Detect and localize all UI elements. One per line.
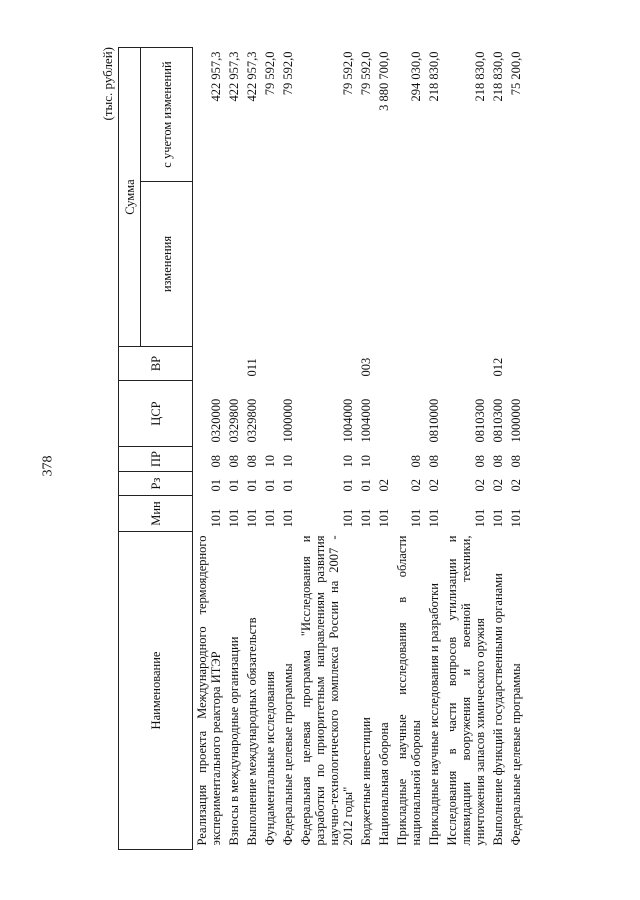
row-total: 422 957,3 bbox=[209, 51, 223, 102]
page-number: 378 bbox=[40, 455, 56, 477]
row-change bbox=[357, 182, 375, 347]
row-rz: 01 bbox=[227, 479, 241, 492]
row-csr: 1000000 bbox=[281, 398, 295, 443]
row-rz: 01 bbox=[341, 479, 355, 492]
row-csr: 0810300 bbox=[491, 398, 505, 443]
row-pr bbox=[375, 447, 393, 472]
row-change bbox=[425, 182, 443, 347]
row-vr bbox=[193, 347, 226, 381]
row-total: 79 592,0 bbox=[281, 51, 295, 96]
row-total: 79 592,0 bbox=[359, 51, 373, 96]
row-vr: 012 bbox=[491, 357, 505, 377]
table-row bbox=[193, 48, 226, 850]
row-name: Выполнение международных обязательств bbox=[245, 617, 259, 846]
row-name: Выполнение функций государственными органами bbox=[491, 573, 505, 846]
header-sum: Сумма bbox=[119, 48, 141, 347]
row-rz: 01 bbox=[263, 479, 277, 492]
row-change bbox=[279, 182, 297, 347]
table-row bbox=[489, 48, 507, 850]
table-row bbox=[243, 48, 261, 850]
row-rz: 02 bbox=[491, 479, 505, 492]
row-min: 101 bbox=[409, 508, 423, 528]
header-vr: ВР bbox=[119, 347, 193, 381]
row-vr bbox=[375, 347, 393, 381]
header-change: изменения bbox=[141, 182, 193, 347]
row-csr: 1004000 bbox=[341, 398, 355, 443]
header-min: Мин bbox=[119, 496, 193, 532]
row-total: 79 592,0 bbox=[341, 51, 355, 96]
row-pr: 08 bbox=[427, 455, 441, 468]
row-pr: 08 bbox=[509, 455, 523, 468]
row-total: 422 957,3 bbox=[227, 51, 241, 102]
row-total: 218 830,0 bbox=[473, 51, 487, 102]
units-label: (тыс. рублей) bbox=[100, 47, 115, 121]
row-pr: 10 bbox=[281, 455, 295, 468]
row-pr: 08 bbox=[409, 455, 423, 468]
row-min: 101 bbox=[359, 508, 373, 528]
row-vr bbox=[261, 347, 279, 381]
row-name: Реализация проекта Международного термоядерного экспериментального реактора ИТЭР bbox=[195, 535, 223, 846]
row-change bbox=[261, 182, 279, 347]
row-min: 101 bbox=[227, 508, 241, 528]
row-total: 422 957,3 bbox=[245, 51, 259, 102]
row-min: 101 bbox=[341, 508, 355, 528]
table-row bbox=[393, 48, 425, 850]
row-csr: 0329800 bbox=[245, 398, 259, 443]
rotated-page-content bbox=[100, 45, 590, 850]
row-min: 101 bbox=[209, 508, 223, 528]
row-vr bbox=[297, 347, 357, 381]
row-vr bbox=[279, 347, 297, 381]
row-change bbox=[375, 182, 393, 347]
row-name: Федеральная целевая программа "Исследования и разработки по приоритетным направлениям развития научно-технологического комплекса России на 2007 - 2012 годы" bbox=[299, 535, 355, 846]
row-total: 294 030,0 bbox=[409, 51, 423, 102]
row-vr bbox=[425, 347, 443, 381]
row-rz: 02 bbox=[427, 479, 441, 492]
row-name: Взносы в международные организации bbox=[227, 636, 241, 846]
row-name: Федеральные целевые программы bbox=[281, 663, 295, 846]
row-pr: 10 bbox=[263, 455, 277, 468]
row-csr: 0810300 bbox=[473, 398, 487, 443]
table-body bbox=[193, 48, 526, 850]
row-change bbox=[507, 182, 525, 347]
row-csr: 0320000 bbox=[209, 398, 223, 443]
row-csr: 0810000 bbox=[427, 398, 441, 443]
row-vr: 003 bbox=[359, 357, 373, 377]
row-change bbox=[243, 182, 261, 347]
row-name: Национальная оборона bbox=[377, 722, 391, 846]
row-vr bbox=[507, 347, 525, 381]
table-row bbox=[261, 48, 279, 850]
table-row bbox=[225, 48, 243, 850]
table-row bbox=[425, 48, 443, 850]
row-change bbox=[489, 182, 507, 347]
table-row bbox=[443, 48, 489, 850]
row-vr bbox=[443, 347, 489, 381]
row-total: 79 592,0 bbox=[263, 51, 277, 96]
row-pr: 08 bbox=[227, 455, 241, 468]
row-pr: 08 bbox=[491, 455, 505, 468]
table-row bbox=[357, 48, 375, 850]
row-name: Федеральные целевые программы bbox=[509, 663, 523, 846]
row-csr: 1004000 bbox=[359, 398, 373, 443]
row-rz: 01 bbox=[281, 479, 295, 492]
row-rz: 01 bbox=[359, 479, 373, 492]
row-csr: 0329800 bbox=[227, 398, 241, 443]
row-rz: 01 bbox=[245, 479, 259, 492]
row-change bbox=[193, 182, 226, 347]
row-min: 101 bbox=[491, 508, 505, 528]
row-total: 218 830,0 bbox=[491, 51, 505, 102]
row-change bbox=[393, 182, 425, 347]
table-row bbox=[375, 48, 393, 850]
row-name: Прикладные научные исследования в области национальной обороны bbox=[395, 535, 423, 846]
row-name: Фундаментальные исследования bbox=[263, 671, 277, 846]
row-min: 101 bbox=[281, 508, 295, 528]
row-min: 101 bbox=[263, 508, 277, 528]
row-min: 101 bbox=[473, 508, 487, 528]
row-min: 101 bbox=[509, 508, 523, 528]
row-change bbox=[297, 182, 357, 347]
row-total: 218 830,0 bbox=[427, 51, 441, 102]
header-pr: ПР bbox=[119, 447, 193, 472]
row-csr bbox=[261, 381, 279, 447]
row-vr: 011 bbox=[245, 358, 259, 377]
row-min: 101 bbox=[245, 508, 259, 528]
row-name: Бюджетные инвестиции bbox=[359, 717, 373, 846]
table-row bbox=[297, 48, 357, 850]
row-pr: 08 bbox=[209, 455, 223, 468]
row-name: Исследования в части вопросов утилизации и ликвидации вооружения и военной техники, уничтожения запасов химического оружия bbox=[445, 535, 487, 846]
row-change bbox=[443, 182, 489, 347]
row-total: 75 200,0 bbox=[509, 51, 523, 96]
row-pr: 08 bbox=[245, 455, 259, 468]
row-pr: 10 bbox=[359, 455, 373, 468]
row-csr: 1000000 bbox=[509, 398, 523, 443]
row-min: 101 bbox=[427, 508, 441, 528]
header-with-changes: с учетом изменений bbox=[141, 48, 193, 182]
row-name: Прикладные научные исследования и разработки bbox=[427, 583, 441, 846]
row-vr bbox=[225, 347, 243, 381]
row-rz: 02 bbox=[377, 479, 391, 492]
row-rz: 02 bbox=[409, 479, 423, 492]
table-row bbox=[279, 48, 297, 850]
row-csr bbox=[375, 381, 393, 447]
header-csr: ЦСР bbox=[119, 381, 193, 447]
header-rz: Рз bbox=[119, 472, 193, 496]
budget-table bbox=[118, 47, 525, 850]
row-rz: 02 bbox=[509, 479, 523, 492]
table-row bbox=[507, 48, 525, 850]
header-name: Наименование bbox=[119, 532, 193, 850]
row-total: 3 880 700,0 bbox=[377, 51, 391, 111]
row-rz: 02 bbox=[473, 479, 487, 492]
row-vr bbox=[393, 347, 425, 381]
row-change bbox=[225, 182, 243, 347]
row-pr: 10 bbox=[341, 455, 355, 468]
row-csr bbox=[393, 381, 425, 447]
row-pr: 08 bbox=[473, 455, 487, 468]
row-rz: 01 bbox=[209, 479, 223, 492]
row-min: 101 bbox=[377, 508, 391, 528]
